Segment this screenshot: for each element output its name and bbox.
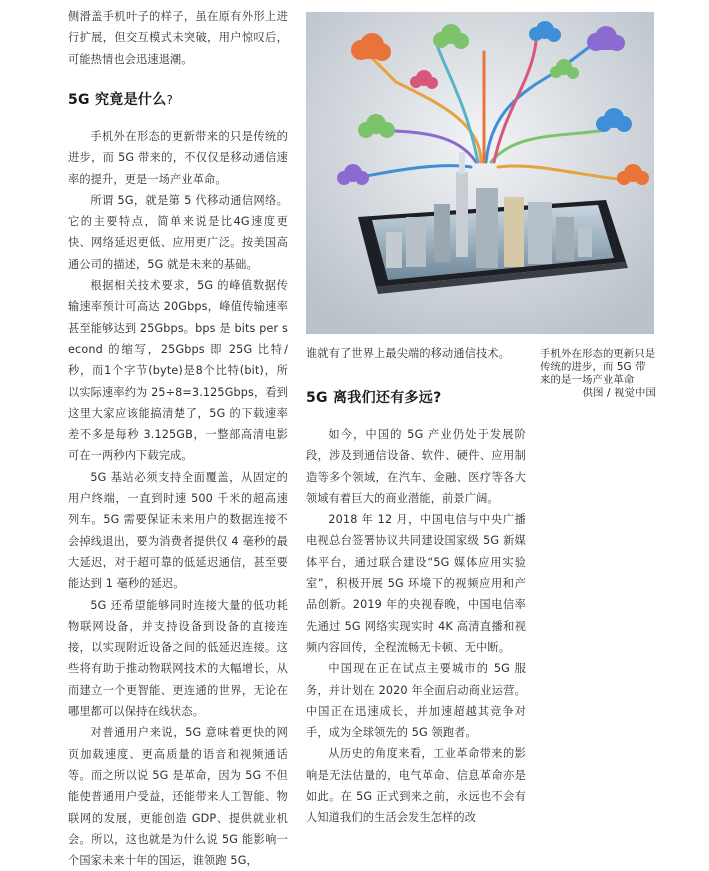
paragraph: 中国现在正在试点主要城市的 5G 服务，并计划在 2020 年全面启动商业运营。中国正在迅速成长，并加速超越其竞争对手，成为全球领先的 5G 领跑者。 xyxy=(306,662,526,740)
paragraph: 2018 年 12 月，中国电信与中央广播电视总台签署协议共同建设国家级 5G 新媒体平台，通过联合建设“5G 媒体应用实验室”，积极开展 5G 环境下的视频应用和产品创新。2019 年的央视春晚，中国电信率先通过 5G 网络实现实时 4K 高清直播和视频内容回传，全程流畅无卡顿、无中断。 xyxy=(306,513,526,654)
intro-paragraph: 侧滑盖手机叶子的样子，虽在原有外形上进行扩展，但交互模式未突破，用户惊叹后，可能热情也会迅速退潮。 xyxy=(68,10,288,66)
illustration-svg xyxy=(306,12,654,334)
phone-city-illustration xyxy=(306,12,654,334)
paragraph: 所谓 5G，就是第 5 代移动通信网络。它的主要特点，简单来说是比4G速度更快、网络延迟更低、应用更广泛。按美国高通公司的描述，5G 就是未来的基础。 xyxy=(68,193,288,271)
section1-heading-mark: ? xyxy=(166,93,174,107)
paragraph: 根据相关技术要求，5G 的峰值数据传输速率预计可高达 20Gbps，峰值传输速率甚至能够达到 25Gbps。bps 是 bits per second 的缩写，25Gbps 即 25G 比特/秒，而1个字节(byte)是8个比特(bit)，所以实际速率约为 25÷8=3.125Gbps，看到这里大家应该能搞清楚了，5G 的下载速率差不多是每秒 3.125GB，一整部高清电影可在一两秒内下载完成。 xyxy=(68,279,289,463)
section1-body xyxy=(68,126,288,871)
figure-caption xyxy=(540,348,656,400)
section2-heading: 5G 离我们还有多远? xyxy=(306,390,442,406)
caption-text: 手机外在形态的更新只是传统的进步，而 5G 带来的是一场产业革命 xyxy=(540,348,656,386)
continued-line: 谁就有了世界上最尖端的移动通信技术。 xyxy=(306,347,511,360)
section1-heading-text: 5G 究竟是什么 xyxy=(68,92,167,108)
photo-credit: 供图 / 视觉中国 xyxy=(582,387,656,399)
paragraph: 5G 基站必须支持全面覆盖，从固定的用户终端，一直到时速 500 千米的超高速列车。5G 需要保证未来用户的数据连接不会掉线退出，要为消费者提供仅 4 毫秒的最大延迟，对于超可靠的低延迟通信，甚至要能达到 1 毫秒的延迟。 xyxy=(68,470,288,591)
paragraph: 如今，中国的 5G 产业仍处于发展阶段，涉及到通信设备、软件、硬件、应用制造等多个领域，在汽车、金融、医疗等各大领域有着巨大的商业潜能，前景广阔。 xyxy=(306,428,526,505)
section1-heading xyxy=(68,89,173,109)
paragraph: 手机外在形态的更新带来的只是传统的进步，而 5G 带来的，不仅仅是移动通信速率的提升，更是一场产业革命。 xyxy=(68,130,288,186)
paragraph: 从历史的角度来看，工业革命带来的影响是无法估量的，电气革命、信息革命亦是如此。在 5G 正式到来之前，永远也不会有人知道我们的生活会发生怎样的改 xyxy=(306,747,526,825)
paragraph: 5G 还希望能够同时连接大量的低功耗物联网设备，并支持设备到设备的直接连接，以实现附近设备之间的低延迟连接。这些将有助于推动物联网技术的大幅增长，从而建立一个更智能、更连通的世界，无论在哪里都可以保持在线状态。 xyxy=(68,598,288,719)
paragraph: 对普通用户来说，5G 意味着更快的网页加载速度、更高质量的语音和视频通话等。而之所以说 5G 是革命，因为 5G 不但能使普通用户受益，还能带来人工智能、物联网的发展，更能创造 GDP、提供就业机会。所以，这也就是为什么说 5G 能影响一个国家未来十年的国运，谁领跑 5G， xyxy=(68,726,288,868)
section2-body xyxy=(306,424,526,829)
